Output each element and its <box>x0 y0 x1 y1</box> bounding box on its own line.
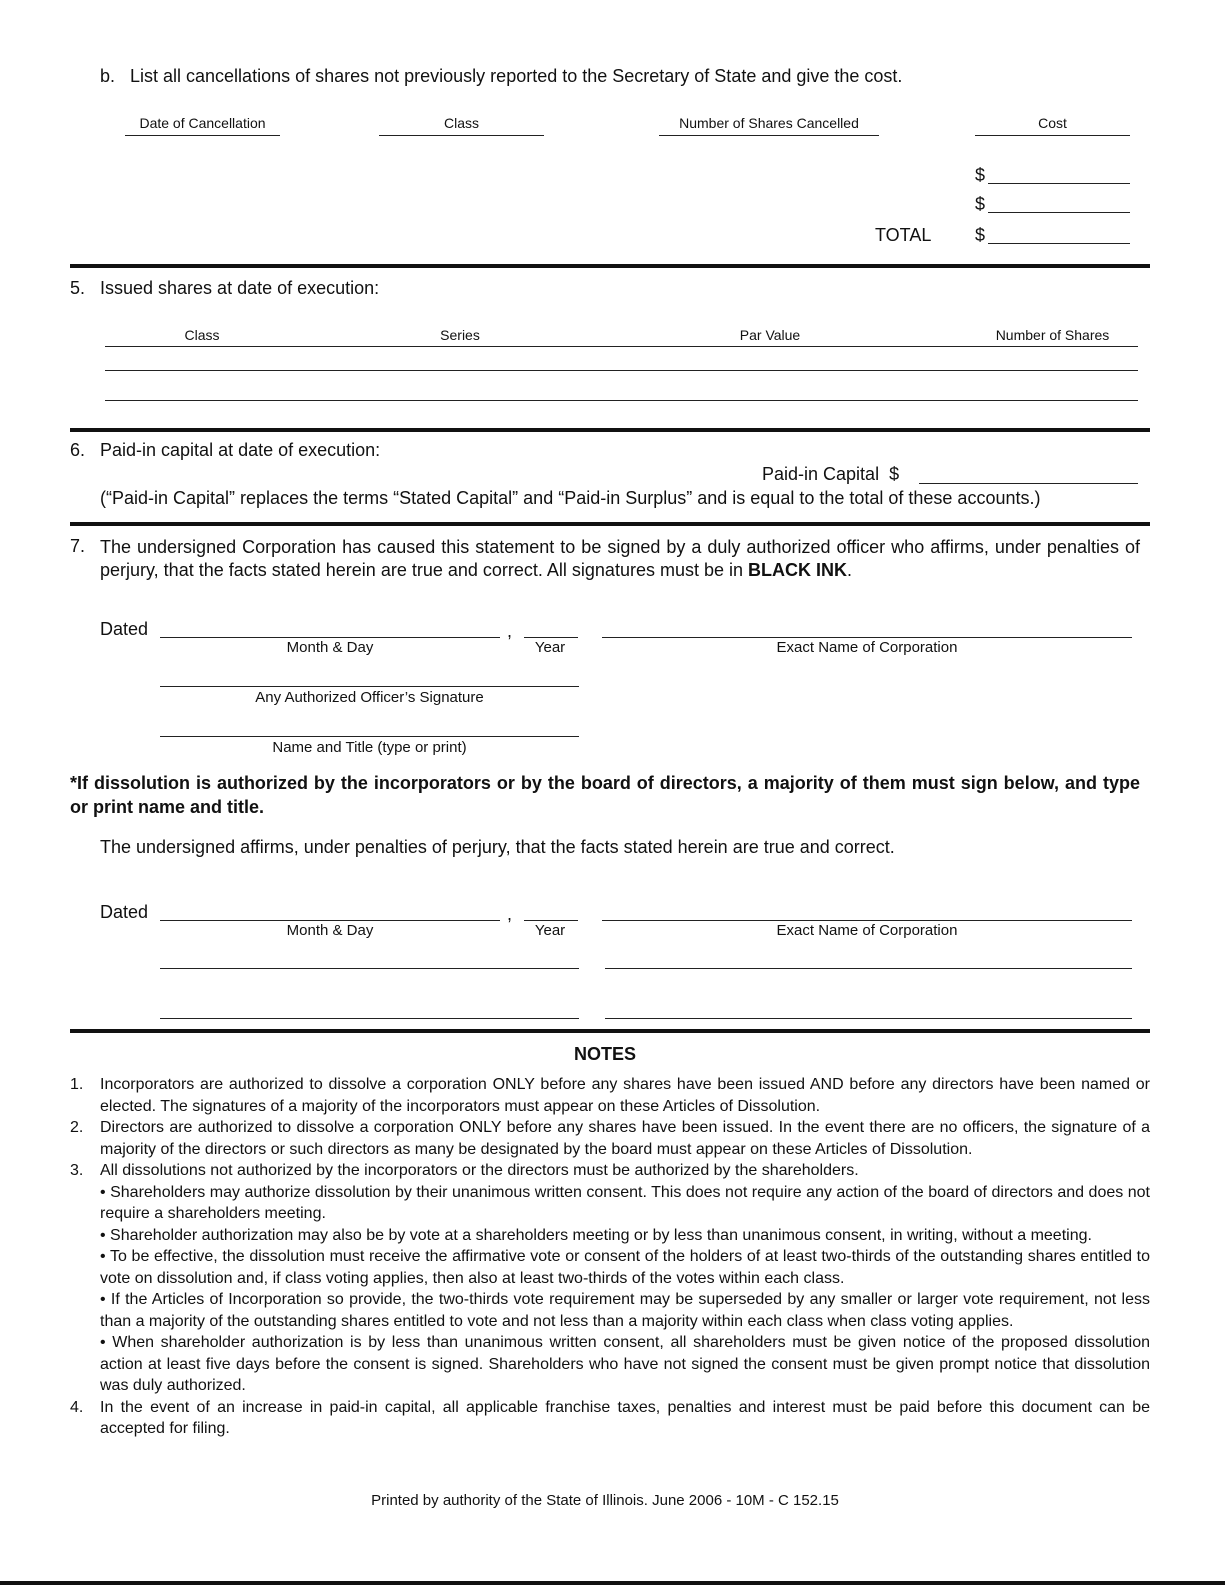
col-number-of-shares: Number of Shares <box>995 327 1110 343</box>
section-6-number: 6. <box>70 440 86 460</box>
comma: , <box>507 904 513 924</box>
note-text: • When shareholder authorization is by less than unanimous written consent, all shareholders must be given notice of the proposed dissolution action at least five days before the consent is signed. Shareholders who have not signed the consent must be given prompt notice that dissolution was duly authorized. <box>100 1334 1150 1394</box>
paid-in-capital-label: Paid-in Capital $ <box>762 464 900 484</box>
note-number <box>70 1246 100 1289</box>
month-day-field[interactable] <box>160 619 500 638</box>
notes-list <box>70 1074 1150 1440</box>
col-class: Class <box>379 115 544 136</box>
dollar-sign: $ <box>975 225 986 245</box>
year-caption: Year <box>534 639 566 656</box>
note-text: Directors are authorized to dissolve a corporation ONLY before any shares have been issued. In the event there are no officers, the signature of a majority of the directors or such directors as many be designated by the board must appear on these Articles of Dissolution. <box>100 1119 1150 1158</box>
divider <box>70 1029 1150 1033</box>
corporation-name-caption: Exact Name of Corporation <box>776 639 958 656</box>
name-title-caption: Name and Title (type or print) <box>272 739 467 756</box>
note-text: In the event of an increase in paid-in capital, all applicable franchise taxes, penalties and interest must be paid before this document can be accepted for filing. <box>100 1398 1150 1437</box>
month-day-caption: Month & Day <box>286 922 374 939</box>
note-bullet <box>70 1289 1150 1332</box>
section-b-text: List all cancellations of shares not previously reported to the Secretary of State and give the cost. <box>130 66 903 86</box>
page-bottom-edge <box>0 1581 1225 1585</box>
black-ink-emphasis: BLACK INK <box>748 560 847 580</box>
signature-field-3[interactable] <box>160 1000 579 1019</box>
note-bullet <box>70 1246 1150 1289</box>
year-field[interactable] <box>524 902 578 921</box>
paid-in-capital-field[interactable] <box>919 464 1138 484</box>
note-number <box>70 1182 100 1225</box>
note-text: • To be effective, the dissolution must receive the affirmative vote or consent of the holders of at least two-thirds of the outstanding shares entitled to vote on dissolution and, if class voting applies, then also at least two-thirds of the votes within each class. <box>100 1248 1150 1287</box>
note-text: Incorporators are authorized to dissolve a corporation ONLY before any shares have been issued AND before any directors have been named or elected. The signatures of a majority of the incorporators must appear on these Articles of Dissolution. <box>100 1076 1150 1115</box>
name-title-field[interactable] <box>160 718 579 737</box>
section-7-text <box>100 536 1140 582</box>
note-item <box>70 1397 1150 1440</box>
section-6-text: Paid-in capital at date of execution: <box>100 440 381 460</box>
note-number: 1. <box>70 1076 84 1093</box>
note-number <box>70 1332 100 1397</box>
year-field[interactable] <box>524 619 578 638</box>
corporation-name-caption: Exact Name of Corporation <box>776 922 958 939</box>
issued-shares-row-2[interactable] <box>105 380 1138 401</box>
cost-field-1[interactable] <box>988 165 1130 184</box>
dated-label: Dated <box>100 619 149 639</box>
total-label: TOTAL <box>875 225 932 245</box>
year-caption: Year <box>534 922 566 939</box>
note-bullet <box>70 1182 1150 1225</box>
note-bullet <box>70 1332 1150 1397</box>
section-b-label: b. <box>100 66 116 86</box>
issued-shares-header <box>105 327 1138 347</box>
note-bullet <box>70 1225 1150 1247</box>
signature-field-2[interactable] <box>605 950 1132 969</box>
officer-signature-caption: Any Authorized Officer’s Signature <box>255 689 484 706</box>
paid-in-capital-note: (“Paid-in Capital” replaces the terms “Stated Capital” and “Paid-in Surplus” and is equal to the total of these accounts.) <box>100 488 1041 508</box>
section-5-number: 5. <box>70 278 86 298</box>
note-text: • Shareholders may authorize dissolution by their unanimous written consent. This does not require any action of the board of directors and does not require a shareholders meeting. <box>100 1183 1150 1222</box>
dollar-sign: $ <box>975 165 986 185</box>
note-item <box>70 1117 1150 1160</box>
note-text: • If the Articles of Incorporation so provide, the two-thirds vote requirement may be superseded by any smaller or larger vote requirement, not less than a majority of the outstanding shares entitled to vote and not less than a majority within each class when class voting applies. <box>100 1291 1150 1330</box>
note-number <box>70 1225 100 1247</box>
note-number: 2. <box>70 1119 84 1136</box>
dated-label: Dated <box>100 902 149 922</box>
corporation-name-field[interactable] <box>602 902 1132 921</box>
signature-field-4[interactable] <box>605 1000 1132 1019</box>
note-item <box>70 1160 1150 1182</box>
month-day-caption: Month & Day <box>286 639 374 656</box>
col-par-value: Par Value <box>739 327 801 343</box>
affirm-text: The undersigned affirms, under penalties of perjury, that the facts stated herein are true and correct. <box>100 837 895 857</box>
note-text: All dissolutions not authorized by the incorporators or the directors must be authorized by the shareholders. <box>100 1162 859 1179</box>
footer-printed-by: Printed by authority of the State of Illinois. June 2006 - 10M - C 152.15 <box>371 1492 839 1509</box>
dollar-sign: $ <box>975 194 986 214</box>
note-item <box>70 1074 1150 1117</box>
col-cost: Cost <box>975 115 1130 136</box>
signature-field-1[interactable] <box>160 950 579 969</box>
dissolution-note: *If dissolution is authorized by the incorporators or by the board of directors, a majority of them must sign below, and type or print name and title. <box>70 773 1140 817</box>
note-number <box>70 1289 100 1332</box>
section-7-number: 7. <box>70 536 86 556</box>
total-cost-field[interactable] <box>988 225 1130 244</box>
note-number: 3. <box>70 1162 84 1179</box>
divider <box>70 522 1150 526</box>
section-5-text: Issued shares at date of execution: <box>100 278 380 298</box>
col-number-shares-cancelled: Number of Shares Cancelled <box>659 115 879 136</box>
divider <box>70 264 1150 268</box>
cost-field-2[interactable] <box>988 194 1130 213</box>
comma: , <box>507 621 513 641</box>
divider <box>70 428 1150 432</box>
note-number: 4. <box>70 1398 84 1416</box>
note-text: • Shareholder authorization may also be by vote at a shareholders meeting or by less than unanimous consent, in writing, without a meeting. <box>100 1226 1092 1244</box>
col-series: Series <box>440 327 480 343</box>
officer-signature-field[interactable] <box>160 668 579 687</box>
corporation-name-field[interactable] <box>602 619 1132 638</box>
notes-title: NOTES <box>573 1044 636 1064</box>
section-7-body: The undersigned Corporation has caused this statement to be signed by a duly authorized officer who affirms, under penalties of perjury, that the facts stated herein are true and correct. All signatures must be in <box>100 537 1140 580</box>
period: . <box>847 560 853 580</box>
col-class: Class <box>184 327 220 343</box>
month-day-field[interactable] <box>160 902 500 921</box>
col-date-of-cancellation: Date of Cancellation <box>125 115 280 136</box>
issued-shares-row-1[interactable] <box>105 350 1138 371</box>
